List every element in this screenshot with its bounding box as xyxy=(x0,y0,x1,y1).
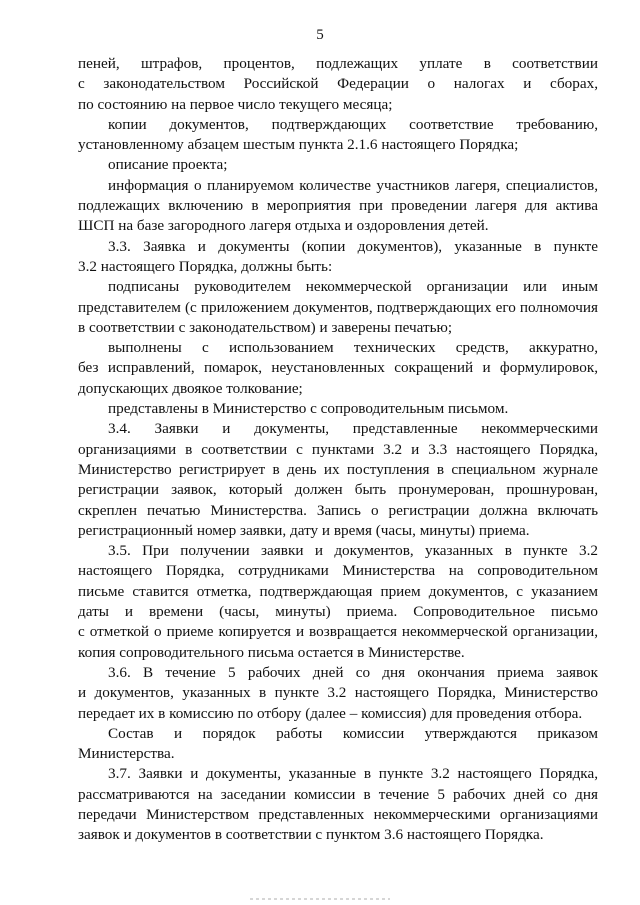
text-line: 3.7. Заявки и документы, указанные в пункте 3.2 настоящего Порядка, xyxy=(108,765,598,783)
text-line: с законодательством Российской Федерации о налогах и сборах, xyxy=(78,75,598,93)
text-line: по состоянию на первое число текущего месяца; xyxy=(78,95,393,113)
page-number: 5 xyxy=(316,27,324,43)
text-line: Министерство регистрирует в день их поступления в специальном журнале xyxy=(78,460,598,478)
text-line: организациями в соответствии с пунктами 3.2 и 3.3 настоящего Порядка, xyxy=(78,440,598,458)
text-line: выполнены с использованием технических средств, аккуратно, xyxy=(108,339,598,357)
scan-artifact xyxy=(250,898,390,900)
text-line: представителем (с приложением документов, подтверждающих его полномочия xyxy=(78,298,598,316)
text-line: 3.2 настоящего Порядка, должны быть: xyxy=(78,257,333,275)
text-line: передает их в комиссию по отбору (далее – комиссия) для проведения отбора. xyxy=(78,704,583,722)
text-line: без исправлений, помарок, неустановленных сокращений и формулировок, xyxy=(78,359,598,377)
text-line: передачи Министерством представленных некоммерческими организациями xyxy=(78,805,598,823)
text-line: и документов, указанных в пункте 3.2 настоящего Порядка, Министерство xyxy=(78,684,598,702)
text-line: 3.5. При получении заявки и документов, указанных в пункте 3.2 xyxy=(108,542,598,560)
text-line: 3.6. В течение 5 рабочих дней со дня окончания приема заявок xyxy=(108,663,598,681)
text-line: скреплен печатью Министерства. Запись о регистрации должна включать xyxy=(78,501,598,519)
text-line: Состав и порядок работы комиссии утверждаются приказом xyxy=(108,724,598,742)
text-line: копия сопроводительного письма остается в Министерстве. xyxy=(78,643,465,661)
text-line: копии документов, подтверждающих соответствие требованию, xyxy=(108,115,598,133)
text-line: установленному абзацем шестым пункта 2.1.6 настоящего Порядка; xyxy=(78,136,519,154)
text-line: настоящего Порядка, сотрудниками Министерства на сопроводительном xyxy=(78,562,598,580)
text-line: 3.4. Заявки и документы, представленные некоммерческими xyxy=(108,420,598,438)
text-line: подписаны руководителем некоммерческой организации или иным xyxy=(108,278,598,296)
document-body xyxy=(78,54,598,846)
text-line: информация о планируемом количестве участников лагеря, специалистов, xyxy=(108,176,598,194)
text-line: Министерства. xyxy=(78,745,175,763)
text-line: пеней, штрафов, процентов, подлежащих уплате в соответствии xyxy=(78,55,598,72)
text-line: рассматриваются на заседании комиссии в течение 5 рабочих дней со дня xyxy=(78,785,598,803)
text-line: заявок и документов в соответствии с пунктом 3.6 настоящего Порядка. xyxy=(78,826,544,844)
text-line: регистрационный номер заявки, дату и время (часы, минуты) приема. xyxy=(78,521,530,539)
text-line: в соответствии с законодательством) и заверены печатью; xyxy=(78,318,453,336)
text-line: ШСП на базе загородного лагеря отдыха и оздоровления детей. xyxy=(78,217,489,235)
text-line: подлежащих включению в мероприятия при проведении лагеря для актива xyxy=(78,197,598,215)
text-line: с отметкой о приеме копируется и возвращается некоммерческой организации, xyxy=(78,623,598,641)
text-line: даты и времени (часы, минуты) приема. Сопроводительное письмо xyxy=(78,603,598,621)
text-line: письме ставится отметка, подтверждающая прием документов, с указанием xyxy=(78,582,598,600)
text-line: описание проекта; xyxy=(108,156,228,174)
text-line: представлены в Министерство с сопроводительным письмом. xyxy=(108,400,509,418)
text-line: допускающих двоякое толкование; xyxy=(78,379,303,397)
text-line: 3.3. Заявка и документы (копии документов), указанные в пункте xyxy=(108,237,598,255)
text-line: регистрации заявок, который должен быть пронумерован, прошнурован, xyxy=(78,481,598,499)
